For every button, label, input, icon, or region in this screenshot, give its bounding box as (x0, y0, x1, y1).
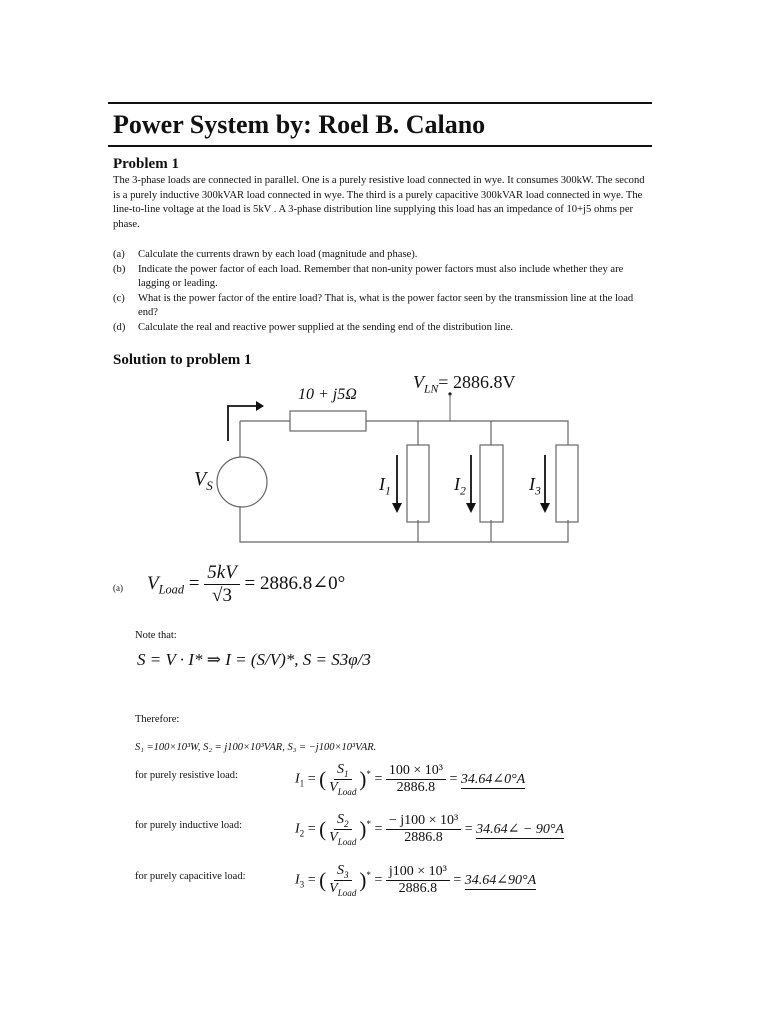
vload-result: = 2886.8∠0° (244, 572, 346, 594)
problem-statement: The 3-phase loads are connected in parallel. One is a purely resistive load connected in wye. It consumes 300kW. The second is a purely inductive 300kVAR load connected in wye. The third is a purely capacitive 300kVAR load connected in wye. The line-to-line voltage at the load is 5kV . A 3-phase distribution line supplying this load has an impedance of 10+j5 ohms per phase. (113, 175, 645, 230)
impedance-label: 10 + j5Ω (298, 386, 357, 403)
item-text: Calculate the real and reactive power supplied at the sending end of the distribution line. (138, 321, 514, 333)
i2-label: $I_2$ (454, 474, 466, 498)
i2-result: 34.64∠ − 90°A (476, 821, 564, 837)
load-3-box (556, 445, 578, 522)
source-arrow-head (256, 401, 264, 411)
i2-arrow-head (466, 503, 476, 513)
item-text: What is the power factor of the entire load? That is, what is the power factor seen by the transmission line at the load end? (138, 292, 634, 318)
bottom-wire (240, 421, 568, 542)
power-relation-equation: S = V · I* ⇒ I = (S/V)*, S = S3φ/3 (137, 650, 371, 669)
note-label: Note that: (135, 630, 177, 641)
i2-equation: $I_2$ = ( $\frac{S_2}{V_{Load}}$ )* = $\frac{\text{− j100 × 10³}}{2886.8}$ = 34.64∠ − 90°A (295, 812, 564, 847)
part-a-marker: (a) (113, 583, 123, 593)
vload-numerator: 5kV (204, 562, 240, 585)
item-marker: (d) (113, 321, 126, 333)
power-values: S₁ =100×10³W, S₂ = j100×10³VAR, S₃ = −j100×10³VAR. (135, 742, 377, 753)
i1-label: $I_1$ (379, 474, 391, 498)
voltage-source-circle (217, 457, 267, 507)
load-1-box (407, 445, 429, 522)
i1-arrow-head (392, 503, 402, 513)
i3-arrow-head (540, 503, 550, 513)
source-label: $V_S$ (194, 468, 213, 493)
item-marker: (b) (113, 263, 126, 275)
problem-heading: Problem 1 (113, 156, 179, 172)
vln-label: $V_{LN}= 2886.8V$ (413, 372, 516, 396)
vload-denominator: √3 (212, 585, 232, 606)
item-marker: (a) (113, 249, 125, 260)
solution-heading: Solution to problem 1 (113, 352, 252, 368)
vln-value: = 2886.8V (438, 372, 516, 392)
item-marker: (c) (113, 292, 125, 304)
top-wire (240, 421, 568, 445)
i3-label: $I_3$ (529, 474, 541, 498)
i3-equation: $I_3$ = ( $\frac{S_3}{V_{Load}}$ )* = $\frac{\text{j100 × 10³}}{2886.8}$ = 34.64∠90°A (295, 863, 537, 898)
i1-result: 34.64∠0°A (460, 771, 526, 787)
item-text: Calculate the currents drawn by each load (magnitude and phase). (138, 249, 418, 260)
i3-result: 34.64∠90°A (464, 872, 537, 888)
load-2-box (480, 445, 503, 522)
load-label-inductive: for purely inductive load: (135, 820, 243, 831)
load-label-resistive: for purely resistive load: (135, 770, 238, 781)
vload-equation: $V_{Load}$ = $\frac{5kV}{√3}$ = 2886.8∠0° (147, 562, 346, 606)
therefore-label: Therefore: (135, 714, 180, 725)
load-label-capacitive: for purely capacitive load: (135, 871, 246, 882)
source-arrow-line (228, 406, 256, 441)
line-impedance-box (290, 411, 366, 431)
item-text: Indicate the power factor of each load. Remember that non-unity power factors must also include whether they are lagging or leading. (138, 263, 624, 289)
i1-equation: $I_1$ = ( $\frac{S_1}{V_{Load}}$ )* = $\frac{\text{100 × 10³}}{2886.8}$ = 34.64∠0°A (295, 762, 526, 797)
page-title: Power System by: Roel B. Calano (113, 110, 486, 139)
